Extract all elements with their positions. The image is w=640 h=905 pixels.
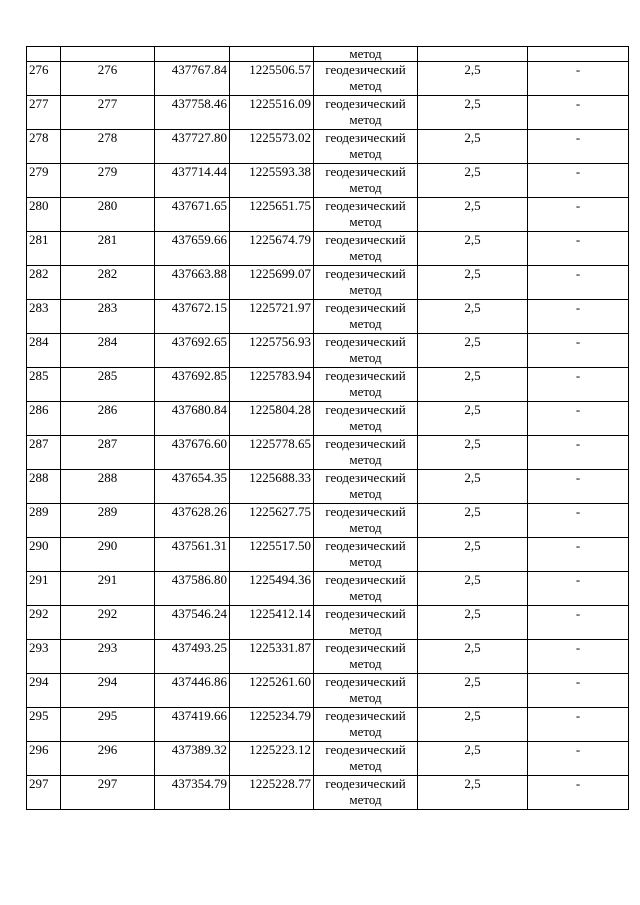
method-cell: геодезический метод [314,674,418,708]
note-cell: - [528,334,629,368]
point-id-cell: 294 [61,674,155,708]
note-cell: - [528,436,629,470]
x-coordinate-cell: 437692.85 [155,368,230,402]
table-row [27,334,629,368]
point-number-cell: 287 [27,436,61,470]
method-cell: геодезический метод [314,96,418,130]
x-coordinate-cell: 437561.31 [155,538,230,572]
cell-empty [528,47,629,62]
y-coordinate-cell: 1225756.93 [230,334,314,368]
note-cell: - [528,62,629,96]
accuracy-cell: 2,5 [418,300,528,334]
point-number-cell: 297 [27,776,61,810]
point-number-cell: 289 [27,504,61,538]
x-coordinate-cell: 437659.66 [155,232,230,266]
y-coordinate-cell: 1225234.79 [230,708,314,742]
method-cell: геодезический метод [314,470,418,504]
point-number-cell: 295 [27,708,61,742]
y-coordinate-cell: 1225804.28 [230,402,314,436]
note-cell: - [528,640,629,674]
note-cell: - [528,708,629,742]
accuracy-cell: 2,5 [418,470,528,504]
point-id-cell: 280 [61,198,155,232]
y-coordinate-cell: 1225331.87 [230,640,314,674]
point-id-cell: 286 [61,402,155,436]
method-cell: геодезический метод [314,708,418,742]
point-number-cell: 282 [27,266,61,300]
x-coordinate-cell: 437654.35 [155,470,230,504]
table-row [27,674,629,708]
y-coordinate-cell: 1225783.94 [230,368,314,402]
point-id-cell: 276 [61,62,155,96]
accuracy-cell: 2,5 [418,130,528,164]
note-cell: - [528,402,629,436]
y-coordinate-cell: 1225516.09 [230,96,314,130]
table-row [27,640,629,674]
accuracy-cell: 2,5 [418,198,528,232]
point-number-cell: 293 [27,640,61,674]
point-id-cell: 290 [61,538,155,572]
x-coordinate-cell: 437672.15 [155,300,230,334]
y-coordinate-cell: 1225223.12 [230,742,314,776]
method-cell: геодезический метод [314,572,418,606]
y-coordinate-cell: 1225228.77 [230,776,314,810]
x-coordinate-cell: 437676.60 [155,436,230,470]
method-cell: геодезический метод [314,538,418,572]
accuracy-cell: 2,5 [418,436,528,470]
method-cell: геодезический метод [314,742,418,776]
x-coordinate-cell: 437758.46 [155,96,230,130]
coordinates-table [26,46,629,810]
point-id-cell: 293 [61,640,155,674]
x-coordinate-cell: 437692.65 [155,334,230,368]
table-row [27,266,629,300]
method-cell: геодезический метод [314,62,418,96]
point-id-cell: 295 [61,708,155,742]
note-cell: - [528,606,629,640]
note-cell: - [528,164,629,198]
x-coordinate-cell: 437671.65 [155,198,230,232]
y-coordinate-cell: 1225506.57 [230,62,314,96]
accuracy-cell: 2,5 [418,402,528,436]
point-id-cell: 279 [61,164,155,198]
x-coordinate-cell: 437546.24 [155,606,230,640]
table-row [27,606,629,640]
accuracy-cell: 2,5 [418,164,528,198]
method-cell: геодезический метод [314,266,418,300]
table-row [27,742,629,776]
point-id-cell: 278 [61,130,155,164]
method-cell: геодезический метод [314,436,418,470]
method-cell: геодезический метод [314,198,418,232]
note-cell: - [528,504,629,538]
x-coordinate-cell: 437586.80 [155,572,230,606]
table-body [27,47,629,810]
x-coordinate-cell: 437714.44 [155,164,230,198]
cell-empty [61,47,155,62]
accuracy-cell: 2,5 [418,742,528,776]
table-row [27,368,629,402]
note-cell: - [528,300,629,334]
point-number-cell: 288 [27,470,61,504]
table-row [27,572,629,606]
accuracy-cell: 2,5 [418,504,528,538]
y-coordinate-cell: 1225688.33 [230,470,314,504]
accuracy-cell: 2,5 [418,606,528,640]
x-coordinate-cell: 437389.32 [155,742,230,776]
y-coordinate-cell: 1225651.75 [230,198,314,232]
y-coordinate-cell: 1225412.14 [230,606,314,640]
point-number-cell: 296 [27,742,61,776]
note-cell: - [528,776,629,810]
table-row [27,198,629,232]
note-cell: - [528,742,629,776]
table-row-continued [27,47,629,62]
accuracy-cell: 2,5 [418,334,528,368]
point-id-cell: 281 [61,232,155,266]
accuracy-cell: 2,5 [418,266,528,300]
method-cell: геодезический метод [314,300,418,334]
cell-empty [27,47,61,62]
point-number-cell: 285 [27,368,61,402]
point-id-cell: 297 [61,776,155,810]
accuracy-cell: 2,5 [418,368,528,402]
method-cell: геодезический метод [314,776,418,810]
accuracy-cell: 2,5 [418,640,528,674]
table-row [27,96,629,130]
point-id-cell: 291 [61,572,155,606]
point-number-cell: 283 [27,300,61,334]
x-coordinate-cell: 437446.86 [155,674,230,708]
point-id-cell: 296 [61,742,155,776]
point-number-cell: 276 [27,62,61,96]
method-cell: геодезический метод [314,232,418,266]
note-cell: - [528,470,629,504]
table-row [27,402,629,436]
point-id-cell: 284 [61,334,155,368]
x-coordinate-cell: 437354.79 [155,776,230,810]
table-row [27,470,629,504]
y-coordinate-cell: 1225699.07 [230,266,314,300]
method-cell: метод [314,47,418,62]
point-id-cell: 288 [61,470,155,504]
accuracy-cell: 2,5 [418,232,528,266]
point-number-cell: 292 [27,606,61,640]
note-cell: - [528,232,629,266]
method-cell: геодезический метод [314,504,418,538]
y-coordinate-cell: 1225261.60 [230,674,314,708]
method-cell: геодезический метод [314,368,418,402]
table-row [27,232,629,266]
note-cell: - [528,572,629,606]
x-coordinate-cell: 437628.26 [155,504,230,538]
cell-empty [230,47,314,62]
x-coordinate-cell: 437663.88 [155,266,230,300]
table-row [27,130,629,164]
accuracy-cell: 2,5 [418,708,528,742]
y-coordinate-cell: 1225573.02 [230,130,314,164]
method-cell: геодезический метод [314,606,418,640]
accuracy-cell: 2,5 [418,776,528,810]
table-row [27,436,629,470]
y-coordinate-cell: 1225778.65 [230,436,314,470]
point-number-cell: 286 [27,402,61,436]
cell-empty [155,47,230,62]
note-cell: - [528,198,629,232]
point-number-cell: 284 [27,334,61,368]
note-cell: - [528,96,629,130]
x-coordinate-cell: 437767.84 [155,62,230,96]
method-cell: геодезический метод [314,640,418,674]
y-coordinate-cell: 1225721.97 [230,300,314,334]
point-id-cell: 289 [61,504,155,538]
accuracy-cell: 2,5 [418,572,528,606]
accuracy-cell: 2,5 [418,62,528,96]
note-cell: - [528,538,629,572]
table-row [27,164,629,198]
method-cell: геодезический метод [314,334,418,368]
y-coordinate-cell: 1225517.50 [230,538,314,572]
table-row [27,300,629,334]
y-coordinate-cell: 1225627.75 [230,504,314,538]
y-coordinate-cell: 1225674.79 [230,232,314,266]
point-number-cell: 277 [27,96,61,130]
point-id-cell: 283 [61,300,155,334]
note-cell: - [528,266,629,300]
x-coordinate-cell: 437727.80 [155,130,230,164]
point-number-cell: 280 [27,198,61,232]
method-cell: геодезический метод [314,130,418,164]
point-id-cell: 282 [61,266,155,300]
method-cell: геодезический метод [314,164,418,198]
point-number-cell: 281 [27,232,61,266]
x-coordinate-cell: 437680.84 [155,402,230,436]
point-number-cell: 290 [27,538,61,572]
point-id-cell: 292 [61,606,155,640]
point-id-cell: 285 [61,368,155,402]
table-row [27,504,629,538]
table-row [27,708,629,742]
accuracy-cell: 2,5 [418,674,528,708]
x-coordinate-cell: 437419.66 [155,708,230,742]
cell-empty [418,47,528,62]
y-coordinate-cell: 1225593.38 [230,164,314,198]
note-cell: - [528,368,629,402]
accuracy-cell: 2,5 [418,538,528,572]
table-row [27,776,629,810]
point-number-cell: 291 [27,572,61,606]
point-number-cell: 278 [27,130,61,164]
x-coordinate-cell: 437493.25 [155,640,230,674]
table-row [27,538,629,572]
y-coordinate-cell: 1225494.36 [230,572,314,606]
note-cell: - [528,674,629,708]
point-id-cell: 287 [61,436,155,470]
accuracy-cell: 2,5 [418,96,528,130]
point-number-cell: 279 [27,164,61,198]
note-cell: - [528,130,629,164]
point-id-cell: 277 [61,96,155,130]
method-cell: геодезический метод [314,402,418,436]
point-number-cell: 294 [27,674,61,708]
table-row [27,62,629,96]
